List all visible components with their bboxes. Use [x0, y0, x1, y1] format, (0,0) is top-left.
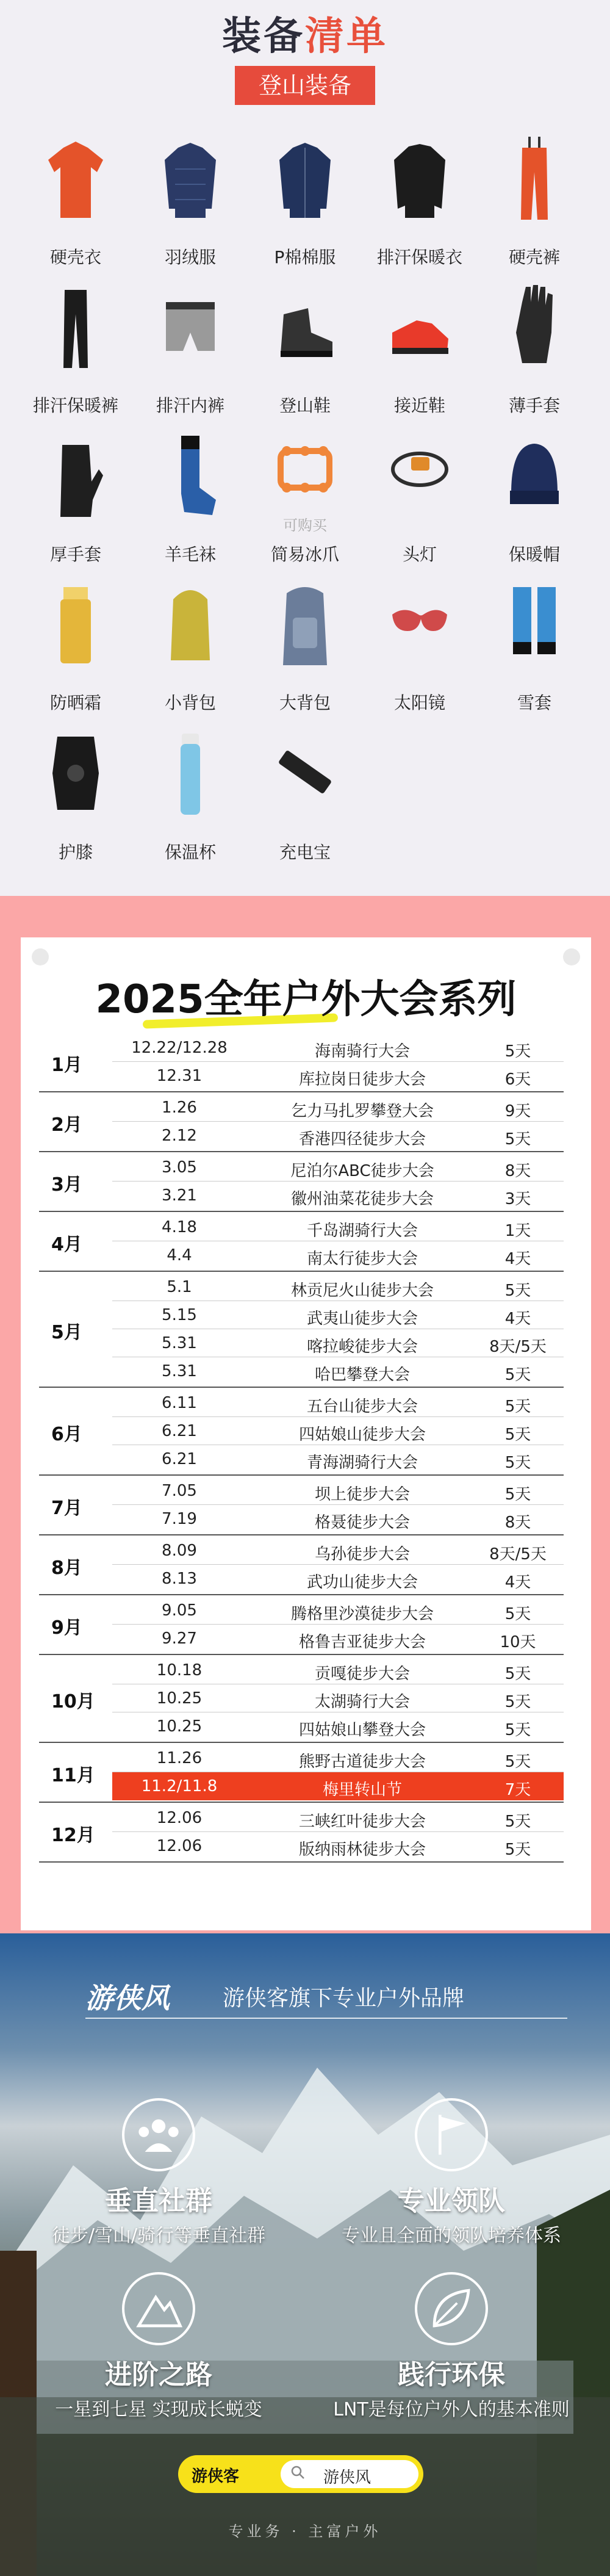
event-days: 5天 [504, 1398, 531, 1416]
event-days: 5天 [504, 1042, 531, 1061]
event-date: 12.06 [156, 1837, 203, 1855]
month-divider [39, 1802, 564, 1803]
headlamp-icon [389, 433, 450, 518]
event-row [21, 1445, 591, 1473]
power-bank-icon [274, 731, 336, 816]
equipment-subtitle: 登山装备 [235, 66, 375, 105]
equipment-item-label: 大背包 [279, 693, 331, 713]
event-row [21, 1744, 591, 1772]
feature-desc: LNT是每位户外人的基本准则 [333, 2399, 570, 2420]
event-days: 4天 [504, 1573, 531, 1592]
equipment-item-label: 防晒霜 [49, 693, 101, 713]
event-days: 5天 [504, 1426, 531, 1444]
month-label: 2月 [51, 1114, 82, 1136]
calendar-section [0, 896, 610, 1933]
event-days: 8天 [504, 1513, 531, 1532]
event-date: 10.25 [156, 1689, 203, 1708]
crampon-icon [274, 433, 336, 518]
event-date: 5.31 [162, 1334, 197, 1352]
event-date: 6.11 [162, 1394, 197, 1412]
approach-shoe-icon [389, 284, 450, 369]
event-row [21, 1213, 591, 1241]
event-days: 5天 [504, 1753, 531, 1771]
event-date: 11.26 [156, 1749, 203, 1767]
equipment-item [133, 433, 248, 585]
equipment-item-label: 简易冰爪 [270, 544, 339, 565]
equipment-item-label: 排汗保暖裤 [32, 395, 118, 416]
month-label: 7月 [51, 1498, 82, 1519]
equipment-item [362, 284, 477, 436]
month-divider [39, 1211, 564, 1212]
event-name: 格聂徒步大会 [314, 1513, 410, 1532]
equipment-item-label: P棉棉服 [274, 247, 336, 267]
brand-section [0, 1933, 610, 2576]
underwear-icon [160, 284, 221, 369]
event-row [21, 1505, 591, 1533]
event-days: 5天 [504, 1813, 531, 1831]
event-date: 1.26 [162, 1099, 197, 1117]
event-date: 10.18 [156, 1661, 203, 1679]
event-days: 3天 [504, 1190, 531, 1208]
equipment-item-label: 厚手套 [49, 544, 101, 565]
search-text: 游侠风 [323, 2469, 371, 2487]
base-layer-top-icon [389, 135, 450, 221]
event-days: 5天 [504, 1693, 531, 1711]
feature-title: 专业领队 [398, 2185, 505, 2217]
event-days: 8天 [504, 1162, 531, 1180]
event-name: 哈巴攀登大会 [314, 1366, 410, 1384]
brand-divider [85, 2018, 567, 2019]
event-date: 3.05 [162, 1158, 197, 1177]
event-row [21, 1625, 591, 1653]
event-days: 5天 [504, 1130, 531, 1149]
event-date: 6.21 [162, 1450, 197, 1468]
equipment-item [248, 433, 362, 585]
base-layer-pants-icon [45, 284, 106, 369]
card-dot-left [32, 948, 49, 965]
wool-sock-icon [160, 433, 221, 518]
beanie-icon [504, 433, 565, 518]
month-divider [39, 1387, 564, 1388]
month-label: 1月 [51, 1055, 82, 1076]
equipment-item [133, 731, 248, 883]
event-date: 9.05 [162, 1601, 197, 1620]
event-name: 乞力马扎罗攀登大会 [290, 1102, 434, 1120]
event-date: 12.06 [156, 1809, 203, 1827]
feature-desc: 专业且全面的领队培养体系 [342, 2225, 561, 2246]
event-row [21, 1656, 591, 1684]
month-label: 6月 [51, 1424, 82, 1445]
daypack-icon [160, 581, 221, 666]
event-row [21, 1062, 591, 1090]
event-name: 喀拉峻徒步大会 [306, 1338, 418, 1356]
month-label: 10月 [51, 1691, 95, 1712]
thick-glove-icon [45, 433, 106, 518]
event-name: 乌孙徒步大会 [314, 1545, 410, 1564]
search-icon [290, 2465, 305, 2480]
down-jacket-icon [160, 135, 221, 221]
event-date: 12.22/12.28 [131, 1039, 228, 1057]
month-label: 11月 [51, 1765, 95, 1786]
month-label: 8月 [51, 1557, 82, 1579]
event-date: 5.15 [162, 1306, 197, 1324]
search-brand-logo: 游侠客 [192, 2467, 240, 2486]
event-date: 2.12 [162, 1127, 197, 1145]
equipment-item [18, 284, 133, 436]
event-days: 5天 [504, 1605, 531, 1623]
equipment-item [133, 135, 248, 288]
equipment-item [18, 433, 133, 585]
event-days: 7天 [504, 1781, 531, 1799]
equipment-title-part1: 装备 [222, 14, 305, 59]
event-name: 坝上徒步大会 [314, 1485, 410, 1504]
event-date: 6.21 [162, 1422, 197, 1440]
sunscreen-icon [45, 581, 106, 666]
equipment-item [18, 135, 133, 288]
equipment-item [362, 433, 477, 585]
event-date: 3.21 [162, 1186, 197, 1205]
equipment-item-label: 登山鞋 [279, 395, 331, 416]
equipment-item-label: 薄手套 [508, 395, 560, 416]
event-row [21, 1712, 591, 1741]
event-name: 四姑娘山徒步大会 [298, 1426, 426, 1444]
event-days: 4天 [504, 1310, 531, 1328]
event-date: 10.25 [156, 1717, 203, 1736]
event-days: 5天 [504, 1485, 531, 1504]
equipment-item-label: 小背包 [164, 693, 216, 713]
event-days: 5天 [504, 1366, 531, 1384]
event-days: 5天 [504, 1721, 531, 1739]
feature-desc: 一星到七星 实现成长蜕变 [55, 2399, 262, 2420]
event-name: 青海湖骑行大会 [306, 1454, 418, 1472]
event-days: 5天 [504, 1282, 531, 1300]
event-date: 9.27 [162, 1629, 197, 1648]
event-row [21, 1596, 591, 1625]
mountain-peak-icon [122, 2272, 195, 2345]
event-name: 武夷山徒步大会 [306, 1310, 418, 1328]
event-name: 四姑娘山攀登大会 [298, 1721, 426, 1739]
equipment-section [0, 0, 610, 896]
equipment-item [362, 135, 477, 288]
calendar-card [21, 937, 591, 1930]
feature-desc: 徒步/雪山/骑行等垂直社群 [51, 2225, 266, 2246]
event-name: 尼泊尔ABC徒步大会 [290, 1162, 434, 1180]
feature-title: 践行环保 [398, 2359, 505, 2390]
event-name: 格鲁吉亚徒步大会 [298, 1633, 426, 1651]
event-days: 8天/5天 [489, 1338, 547, 1356]
equipment-item-label: 雪套 [517, 693, 551, 713]
equipment-item-note: 可购买 [283, 517, 327, 534]
equipment-item [133, 581, 248, 734]
event-row [21, 1301, 591, 1329]
event-name: 武功山徒步大会 [306, 1573, 418, 1592]
equipment-item [477, 433, 592, 585]
equipment-item [18, 581, 133, 734]
equipment-item [248, 581, 362, 734]
event-date: 5.31 [162, 1362, 197, 1380]
equipment-title [0, 5, 610, 61]
event-name: 五台山徒步大会 [306, 1398, 418, 1416]
event-row [21, 1389, 591, 1417]
search-input[interactable] [281, 2460, 418, 2488]
knee-brace-icon [45, 731, 106, 816]
brand-logo: 游侠风 [85, 1982, 170, 2015]
equipment-item-label: 保暖帽 [508, 544, 560, 565]
event-date: 8.09 [162, 1542, 197, 1560]
sunglasses-icon [389, 581, 450, 666]
equipment-item [133, 284, 248, 436]
thermos-icon [160, 731, 221, 816]
feature-title: 进阶之路 [105, 2359, 212, 2390]
event-date: 7.05 [162, 1482, 197, 1500]
event-days: 1天 [504, 1222, 531, 1240]
event-date: 8.13 [162, 1570, 197, 1588]
footer-text: 专业务 · 主富户外 [228, 2523, 382, 2540]
equipment-item-label: 接近鞋 [393, 395, 445, 416]
event-row [21, 1804, 591, 1832]
event-name: 林贡尼火山徒步大会 [290, 1282, 434, 1300]
event-days: 5天 [504, 1665, 531, 1683]
equipment-item-label: 保温杯 [164, 842, 216, 862]
event-name: 太湖骑行大会 [314, 1693, 410, 1711]
month-label: 5月 [51, 1322, 82, 1343]
brand-tagline: 游侠客旗下专业户外品牌 [223, 1986, 465, 2011]
event-row [21, 1684, 591, 1712]
event-row [21, 1832, 591, 1860]
equipment-item-label: 充电宝 [279, 842, 331, 862]
month-divider [39, 1594, 564, 1595]
hardshell-jacket-icon [45, 135, 106, 221]
equipment-item-label: 护膝 [58, 842, 93, 862]
month-divider [39, 1861, 564, 1863]
community-icon [122, 2098, 195, 2171]
event-date: 12.31 [156, 1067, 203, 1085]
event-date: 4.18 [162, 1218, 197, 1236]
feature-title: 垂直社群 [105, 2185, 212, 2217]
equipment-item-label: 排汗保暖衣 [376, 247, 462, 267]
event-name: 千岛湖骑行大会 [306, 1222, 418, 1240]
equipment-item-label: 羊毛袜 [164, 544, 216, 565]
equipment-item [477, 135, 592, 288]
event-days: 9天 [504, 1102, 531, 1120]
equipment-item [18, 731, 133, 883]
equipment-title-part2: 清单 [305, 14, 388, 59]
event-name: 梅里转山节 [322, 1781, 402, 1799]
hiking-boot-icon [274, 284, 336, 369]
event-name: 徽州油菜花徒步大会 [290, 1190, 434, 1208]
event-row [21, 1182, 591, 1210]
equipment-item-label: 太阳镜 [393, 693, 445, 713]
event-days: 5天 [504, 1454, 531, 1472]
month-label: 3月 [51, 1174, 82, 1196]
event-days: 8天/5天 [489, 1545, 547, 1564]
event-row [21, 1094, 591, 1122]
equipment-item [362, 581, 477, 734]
event-row [21, 1477, 591, 1505]
event-row [21, 1241, 591, 1269]
equipment-item-label: 硬壳衣 [49, 247, 101, 267]
event-row [21, 1329, 591, 1357]
event-name: 熊野古道徒步大会 [298, 1753, 426, 1771]
month-label: 4月 [51, 1234, 82, 1255]
gaiter-icon [504, 581, 565, 666]
thin-glove-icon [504, 284, 565, 369]
equipment-item-label: 排汗内裤 [156, 395, 224, 416]
month-divider [39, 1271, 564, 1272]
event-name: 版纳雨林徒步大会 [298, 1841, 426, 1859]
search-bar[interactable] [178, 2455, 423, 2493]
event-days: 4天 [504, 1250, 531, 1268]
event-row-highlight [112, 1772, 564, 1800]
event-days: 10天 [500, 1633, 536, 1651]
event-days: 6天 [504, 1070, 531, 1089]
event-name: 库拉岗日徒步大会 [298, 1070, 426, 1089]
month-divider [39, 1091, 564, 1092]
event-date: 7.19 [162, 1510, 197, 1528]
event-row [21, 1357, 591, 1385]
equipment-item [248, 731, 362, 883]
hardshell-pants-icon [504, 135, 565, 221]
event-row [21, 1122, 591, 1150]
event-name: 腾格里沙漠徒步大会 [290, 1605, 434, 1623]
month-label: 9月 [51, 1617, 82, 1639]
month-divider [39, 1474, 564, 1476]
month-divider [39, 1534, 564, 1535]
event-days: 5天 [504, 1841, 531, 1859]
equipment-item-label: 头灯 [402, 544, 437, 565]
event-row [21, 1417, 591, 1445]
month-label: 12月 [51, 1825, 95, 1846]
event-name: 三峡红叶徒步大会 [298, 1813, 426, 1831]
event-date: 4.4 [167, 1246, 192, 1265]
event-date: 5.1 [167, 1278, 192, 1296]
equipment-item [248, 284, 362, 436]
padded-jacket-icon [274, 135, 336, 221]
leader-flag-icon [415, 2098, 488, 2171]
event-row [21, 1537, 591, 1565]
equipment-item-label: 硬壳裤 [508, 247, 560, 267]
event-row [21, 1565, 591, 1593]
event-name: 海南骑行大会 [314, 1042, 410, 1061]
calendar-title: 2025全年户外大会系列 [95, 977, 517, 1022]
card-dot-right [563, 948, 580, 965]
event-row [21, 1273, 591, 1301]
event-date: 11.2/11.8 [141, 1777, 218, 1795]
equipment-item [248, 135, 362, 288]
event-row [21, 1034, 591, 1062]
month-divider [39, 1742, 564, 1743]
event-name: 南太行徒步大会 [306, 1250, 418, 1268]
event-row [21, 1153, 591, 1182]
month-divider [39, 1151, 564, 1152]
equipment-item [477, 284, 592, 436]
event-name: 香港四径徒步大会 [298, 1130, 426, 1149]
equipment-item [477, 581, 592, 734]
backpack-icon [274, 581, 336, 666]
month-divider [39, 1654, 564, 1655]
event-name: 贡嘎徒步大会 [314, 1665, 410, 1683]
leaf-icon [415, 2272, 488, 2345]
equipment-item-label: 羽绒服 [164, 247, 216, 267]
